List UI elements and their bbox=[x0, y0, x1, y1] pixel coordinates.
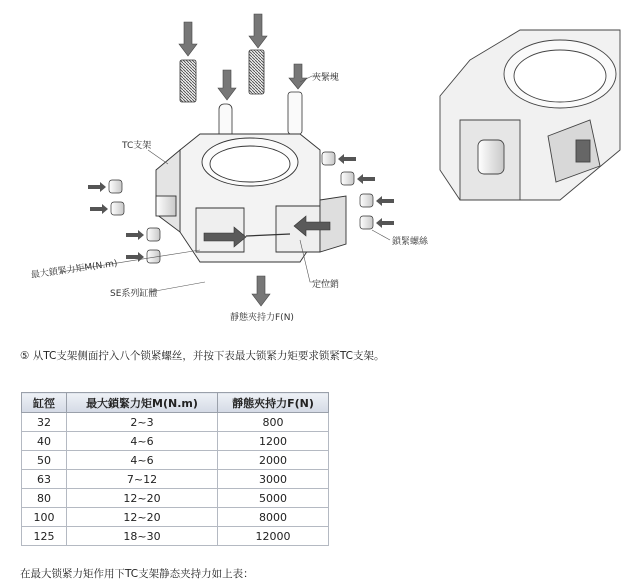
cell-force: 1200 bbox=[218, 432, 329, 451]
cell-torque: 7~12 bbox=[67, 470, 218, 489]
cell-bore: 32 bbox=[22, 413, 67, 432]
footnote-text: 在最大锁紧力矩作用下TC支架静态夹持力如上表： bbox=[20, 568, 254, 580]
cell-force: 800 bbox=[218, 413, 329, 432]
spec-table bbox=[21, 392, 329, 546]
cell-torque: 2~3 bbox=[67, 413, 218, 432]
cell-bore: 100 bbox=[22, 508, 67, 527]
table-row bbox=[22, 451, 329, 470]
cell-torque: 4~6 bbox=[67, 451, 218, 470]
clamp-blocks bbox=[180, 50, 302, 144]
table-row bbox=[22, 470, 329, 489]
cell-torque: 18~30 bbox=[67, 527, 218, 546]
table-row bbox=[22, 489, 329, 508]
label-locating-pin: 定位銷 bbox=[312, 280, 340, 290]
cell-force: 2000 bbox=[218, 451, 329, 470]
assembled-view bbox=[440, 30, 620, 200]
table-row bbox=[22, 508, 329, 527]
cell-bore: 50 bbox=[22, 451, 67, 470]
cell-torque: 12~20 bbox=[67, 489, 218, 508]
table-header-row bbox=[22, 393, 329, 413]
cell-force: 3000 bbox=[218, 470, 329, 489]
label-clamp-block: 夾緊塊 bbox=[312, 73, 340, 83]
table-row bbox=[22, 432, 329, 451]
cell-force: 12000 bbox=[218, 527, 329, 546]
cell-bore: 63 bbox=[22, 470, 67, 489]
label-tc-bracket: TC支架 bbox=[122, 141, 152, 151]
label-lock-screw: 鎖緊螺絲 bbox=[392, 237, 429, 247]
header-bore: 缸徑 bbox=[22, 393, 67, 413]
label-static-force: 靜態夾持力F(N) bbox=[230, 313, 294, 323]
label-se-body: SE系列缸體 bbox=[110, 289, 158, 299]
cell-force: 5000 bbox=[218, 489, 329, 508]
table-row bbox=[22, 413, 329, 432]
cell-bore: 80 bbox=[22, 489, 67, 508]
cell-bore: 125 bbox=[22, 527, 67, 546]
label-max-torque: 最大鎖緊力矩M(N.m) bbox=[30, 258, 119, 281]
cell-torque: 4~6 bbox=[67, 432, 218, 451]
instruction-text: ⑤ 从TC支架侧面拧入八个锁紧螺丝，并按下表最大锁紧力矩要求锁紧TC支架。 bbox=[20, 350, 385, 362]
header-static-force: 靜態夾持力F(N) bbox=[218, 393, 329, 413]
table-row bbox=[22, 527, 329, 546]
cell-bore: 40 bbox=[22, 432, 67, 451]
cell-torque: 12~20 bbox=[67, 508, 218, 527]
cell-force: 8000 bbox=[218, 508, 329, 527]
header-max-torque: 最大鎖緊力矩M(N.m) bbox=[67, 393, 218, 413]
